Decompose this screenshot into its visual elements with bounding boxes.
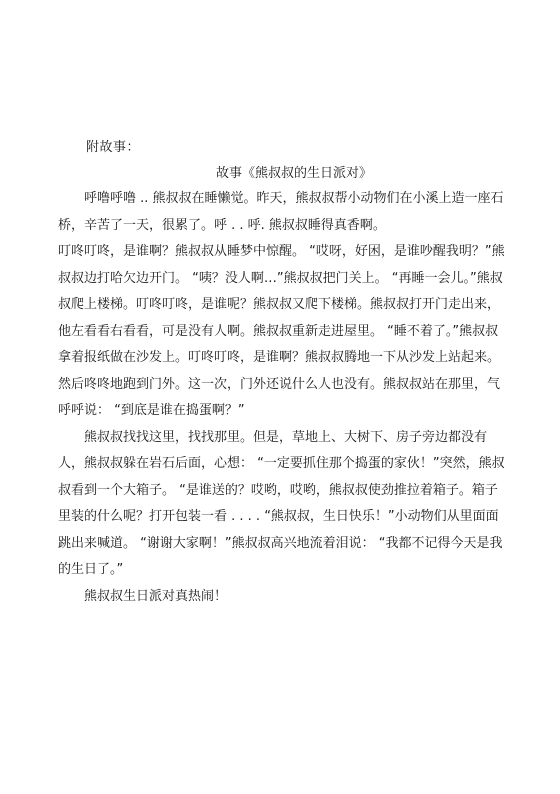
paragraph-3: 熊叔叔找找这里，找找那里。但是，草地上、大树下、房子旁边都没有人，熊叔叔躲在岩石后面，心想： “一定要抓住那个捣蛋的家伙！”突然，熊叔叔看到一个大箱子。 “是谁送的？哎哟，哎哟，熊叔叔使劲推拉着箱子。箱子里装的什么呢？打开包装一看 . . . . “熊叔叔，生日快乐！”小动物们从里面面跳出来喊道。 “谢谢大家啊！”熊叔叔高兴地流着泪说： “我都不记得今天是我的生日了。” — [58, 429, 505, 577]
paragraph-2: 叮咚叮咚，是谁啊？熊叔叔从睡梦中惊醒。 “哎呀，好困，是谁吵醒我明？”熊叔叔边打哈欠边开门。 “咦？没人啊…”熊叔叔把门关上。 “再睡一会儿。”熊叔叔爬上楼梯。叮咚叮咚，是谁呢？熊叔叔又爬下楼梯。熊叔叔打开门走出来，他左看看右看看，可是没有人啊。熊叔叔重新走进屋里。 “睡不着了。”熊叔叔拿着报纸做在沙发上。叮咚叮咚，是谁啊？熊叔叔腾地一下从沙发上站起来。然后咚咚地跑到门外。这一次，门外还说什么人也没有。熊叔叔站在那里，气呼呼说： “到底是谁在捣蛋啊？” — [58, 244, 505, 418]
story-title: 故事《熊叔叔的生日派对》 — [215, 166, 372, 181]
paragraph-1: 呼噜呼噜 .. 熊叔叔在睡懒觉。昨天，熊叔叔帮小动物们在小溪上造一座石桥，辛苦了一天，很累了。呼 . . 呼. 熊叔叔睡得真香啊。 — [58, 191, 504, 233]
story-body — [58, 186, 508, 610]
appendix-label: 附故事： — [86, 140, 141, 155]
paragraph-4: 熊叔叔生日派对真热闹！ — [84, 588, 228, 604]
